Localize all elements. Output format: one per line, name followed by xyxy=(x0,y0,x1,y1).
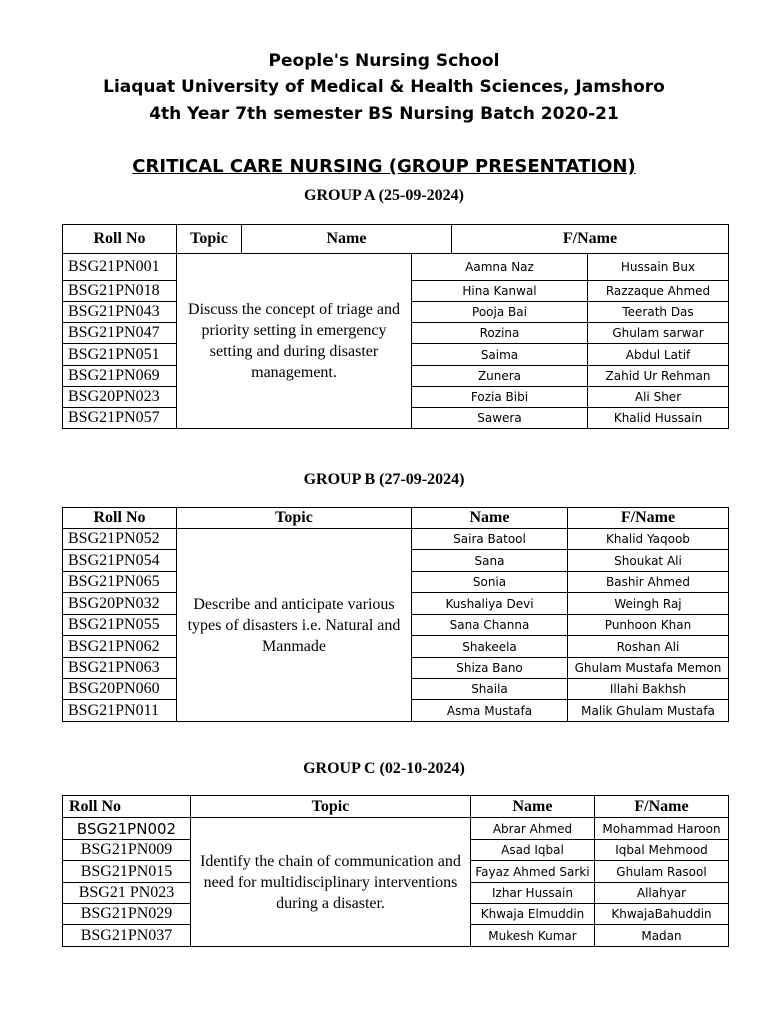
roll-cell: BSG21PN063 xyxy=(63,658,177,679)
table-header-row xyxy=(63,796,729,818)
fname-cell: Illahi Bakhsh xyxy=(568,679,729,700)
table-header-row xyxy=(63,508,729,529)
roll-cell: BSG21 PN023 xyxy=(63,883,191,904)
school-name: People's Nursing School xyxy=(268,51,500,71)
page-title: CRITICAL CARE NURSING (GROUP PRESENTATION) xyxy=(132,156,636,177)
name-cell: Pooja Bai xyxy=(412,302,588,323)
column-header-roll: Roll No xyxy=(63,796,191,818)
name-cell: Shaila xyxy=(412,679,568,700)
fname-cell: Zahid Ur Rehman xyxy=(588,366,729,387)
table-row xyxy=(63,818,729,840)
column-header-name: Name xyxy=(412,508,568,529)
fname-cell: Allahyar xyxy=(595,883,729,904)
roll-cell: BSG21PN009 xyxy=(63,840,191,861)
name-cell: Sana xyxy=(412,550,568,572)
roll-cell: BSG21PN002 xyxy=(63,818,191,840)
name-cell: Izhar Hussain xyxy=(471,883,595,904)
roll-cell: BSG21PN054 xyxy=(63,550,177,572)
group-b-table xyxy=(62,507,729,722)
fname-cell: Khalid Hussain xyxy=(588,408,729,429)
topic-cell: Identify the chain of communication and need for multidisciplinary interventions during a disaster. xyxy=(191,818,471,947)
name-cell: Abrar Ahmed xyxy=(471,818,595,840)
fname-cell: Bashir Ahmed xyxy=(568,572,729,593)
group-a-table xyxy=(62,224,729,429)
group-c-heading: GROUP C (02-10-2024) xyxy=(303,760,465,777)
roll-cell: BSG20PN023 xyxy=(63,387,177,408)
fname-cell: Iqbal Mehmood xyxy=(595,840,729,861)
name-cell: Sana Channa xyxy=(412,615,568,636)
name-cell: Mukesh Kumar xyxy=(471,925,595,947)
roll-cell: BSG21PN057 xyxy=(63,408,177,429)
name-cell: Hina Kanwal xyxy=(412,281,588,302)
roll-cell: BSG21PN052 xyxy=(63,529,177,550)
roll-cell: BSG21PN001 xyxy=(63,254,177,281)
fname-cell: Roshan Ali xyxy=(568,636,729,658)
batch-info: 4th Year 7th semester BS Nursing Batch 2020-21 xyxy=(149,104,619,124)
roll-cell: BSG21PN015 xyxy=(63,861,191,883)
roll-cell: BSG21PN055 xyxy=(63,615,177,636)
fname-cell: Weingh Raj xyxy=(568,593,729,615)
roll-cell: BSG21PN018 xyxy=(63,281,177,302)
name-cell: Saima xyxy=(412,344,588,366)
fname-cell: KhwajaBahuddin xyxy=(595,904,729,925)
roll-cell: BSG21PN051 xyxy=(63,344,177,366)
column-header-name: Name xyxy=(242,225,452,253)
fname-cell: Ghulam Mustafa Memon xyxy=(568,658,729,679)
column-header-topic: Topic xyxy=(177,508,412,529)
fname-cell: Madan xyxy=(595,925,729,947)
roll-cell: BSG21PN037 xyxy=(63,925,191,947)
name-cell: Shakeela xyxy=(412,636,568,658)
table-header-row xyxy=(63,225,729,254)
name-cell: Asma Mustafa xyxy=(412,700,568,722)
name-cell: Saira Batool xyxy=(412,529,568,550)
column-header-fname: F/Name xyxy=(568,508,729,529)
fname-cell: Abdul Latif xyxy=(588,344,729,366)
name-cell: Aamna Naz xyxy=(412,254,588,281)
group-b-heading: GROUP B (27-09-2024) xyxy=(303,471,465,488)
roll-cell: BSG21PN011 xyxy=(63,700,177,722)
roll-cell: BSG21PN065 xyxy=(63,572,177,593)
group-a-heading: GROUP A (25-09-2024) xyxy=(304,187,464,204)
name-cell: Shiza Bano xyxy=(412,658,568,679)
column-header-roll: Roll No xyxy=(63,225,177,254)
fname-cell: Razzaque Ahmed xyxy=(588,281,729,302)
topic-cell: Discuss the concept of triage and priority setting in emergency setting and during disaster management. xyxy=(177,254,412,429)
name-cell: Kushaliya Devi xyxy=(412,593,568,615)
name-cell: Zunera xyxy=(412,366,588,387)
fname-cell: Shoukat Ali xyxy=(568,550,729,572)
name-cell: Rozina xyxy=(412,323,588,344)
group-c-table xyxy=(62,795,729,947)
topic-cell: Describe and anticipate various types of disasters i.e. Natural and Manmade xyxy=(177,529,412,722)
column-header-topic: Topic xyxy=(191,796,471,818)
name-cell: Asad Iqbal xyxy=(471,840,595,861)
fname-cell: Ghulam sarwar xyxy=(588,323,729,344)
roll-cell: BSG20PN032 xyxy=(63,593,177,615)
roll-cell: BSG21PN029 xyxy=(63,904,191,925)
fname-cell: Malik Ghulam Mustafa xyxy=(568,700,729,722)
roll-cell: BSG21PN043 xyxy=(63,302,177,323)
name-cell: Fayaz Ahmed Sarki xyxy=(471,861,595,883)
fname-cell: Punhoon Khan xyxy=(568,615,729,636)
column-header-topic: Topic xyxy=(177,225,242,253)
table-row xyxy=(63,529,729,550)
fname-cell: Ali Sher xyxy=(588,387,729,408)
column-header-name: Name xyxy=(471,796,595,818)
fname-cell: Teerath Das xyxy=(588,302,729,323)
fname-cell: Hussain Bux xyxy=(588,254,729,281)
name-cell: Sawera xyxy=(412,408,588,429)
fname-cell: Ghulam Rasool xyxy=(595,861,729,883)
header-split-cell xyxy=(177,225,729,254)
name-cell: Khwaja Elmuddin xyxy=(471,904,595,925)
column-header-roll: Roll No xyxy=(63,508,177,529)
column-header-fname: F/Name xyxy=(562,230,618,247)
fname-cell: Khalid Yaqoob xyxy=(568,529,729,550)
name-cell: Sonia xyxy=(412,572,568,593)
fname-cell: Mohammad Haroon xyxy=(595,818,729,840)
name-cell: Fozia Bibi xyxy=(412,387,588,408)
roll-cell: BSG21PN062 xyxy=(63,636,177,658)
roll-cell: BSG21PN069 xyxy=(63,366,177,387)
roll-cell: BSG21PN047 xyxy=(63,323,177,344)
column-header-fname: F/Name xyxy=(595,796,729,818)
university-name: Liaquat University of Medical & Health Sciences, Jamshoro xyxy=(103,77,665,97)
table-row xyxy=(63,254,729,281)
roll-cell: BSG20PN060 xyxy=(63,679,177,700)
